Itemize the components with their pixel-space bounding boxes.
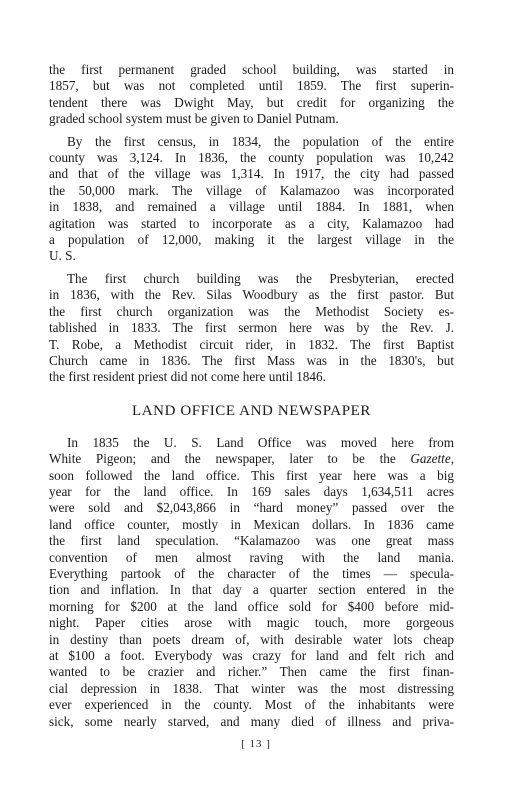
text-line: T. Robe, a Methodist circuit rider, in 1832. The first Baptist <box>49 336 454 352</box>
page-number: [ 13 ] <box>241 738 271 750</box>
text-line: In 1835 the U. S. Land Office was moved here from <box>67 434 454 450</box>
text-line: the first land speculation. “Kalamazoo was one great mass <box>49 533 454 549</box>
text-line: land office counter, mostly in Mexican dollars. In 1836 came <box>49 516 454 532</box>
text-line: county was 3,124. In 1836, the county population was 10,242 <box>49 150 454 166</box>
text-line: tablished in 1833. The first sermon here was by the Rev. J. <box>49 320 454 336</box>
text-line: in 1836, with the Rev. Silas Woodbury as the first pastor. But <box>49 287 454 303</box>
text-line: and that of the village was 1,314. In 1917, the city had passed <box>49 166 454 182</box>
paragraph-graded-school <box>49 62 454 128</box>
text-line: graded school system must be given to Daniel Putnam. <box>49 111 339 127</box>
paragraph-census <box>49 134 454 265</box>
text-line: convention of men almost raving with the land mania. <box>49 549 454 565</box>
text-line: Everything partook of the character of the times — specula- <box>49 565 454 581</box>
text-line: in destiny than poets dream of, with desirable water lots cheap <box>49 631 454 647</box>
page-body <box>49 62 454 730</box>
text-line: ever experienced in the county. Most of the inhabitants were <box>49 697 454 713</box>
text-line: agitation was started to incorporate as a city, Kalamazoo had <box>49 215 454 231</box>
text-line: tion and inflation. In that day a quarter section entered in the <box>49 582 454 598</box>
section-heading: LAND OFFICE AND NEWSPAPER <box>131 402 372 419</box>
text-line: morning for $200 at the land office sold for $400 before mid- <box>49 598 454 614</box>
text-line: sick, some nearly starved, and many died of illness and priva- <box>49 713 454 729</box>
text-line: tendent there was Dwight May, but credit for organizing the <box>49 94 454 110</box>
text-line: 1857, but was not completed until 1859. The first superin- <box>49 78 454 94</box>
text-line: the first church organization was the Methodist Society es- <box>49 303 454 319</box>
text-line: year for the land office. In 169 sales days 1,634,511 acres <box>49 483 454 499</box>
text-line: U. S. <box>49 248 76 264</box>
text-line: were sold and $2,043,866 in “hard money” passed over the <box>49 500 454 516</box>
text-line: the first permanent graded school building, was started in <box>49 62 454 77</box>
text-line: the first resident priest did not come here until 1846. <box>49 369 326 385</box>
newspaper-name: Gazette <box>410 451 451 467</box>
text-line: at $100 a foot. Everybody was crazy for land and felt rich and <box>49 648 454 663</box>
text-line: Church came in 1836. The first Mass was in the 1830's, but <box>49 352 454 368</box>
text-line: in 1838, and remained a village until 1884. In 1881, when <box>49 199 454 215</box>
paragraph-churches <box>49 271 454 386</box>
text-line: night. Paper cities arose with magic touch, more gorgeous <box>49 615 454 631</box>
text-line: By the first census, in 1834, the population of the entire <box>67 133 454 149</box>
text-line: cial depression in 1838. That winter was the most distressing <box>49 680 454 696</box>
paragraph-land-office <box>49 435 454 730</box>
text-line: soon followed the land office. This first year here was a big <box>49 467 454 483</box>
text-line: a population of 12,000, making it the largest village in the <box>49 232 454 248</box>
text-line: the 50,000 mark. The village of Kalamazoo was incorporated <box>49 182 454 198</box>
text-line: wanted to be crazier and richer.” Then came the first finan- <box>49 664 454 680</box>
text-line: White Pigeon; and the newspaper, later to be the Gazette, <box>49 451 454 467</box>
text-line: The first church building was the Presbyterian, erected <box>67 270 454 286</box>
